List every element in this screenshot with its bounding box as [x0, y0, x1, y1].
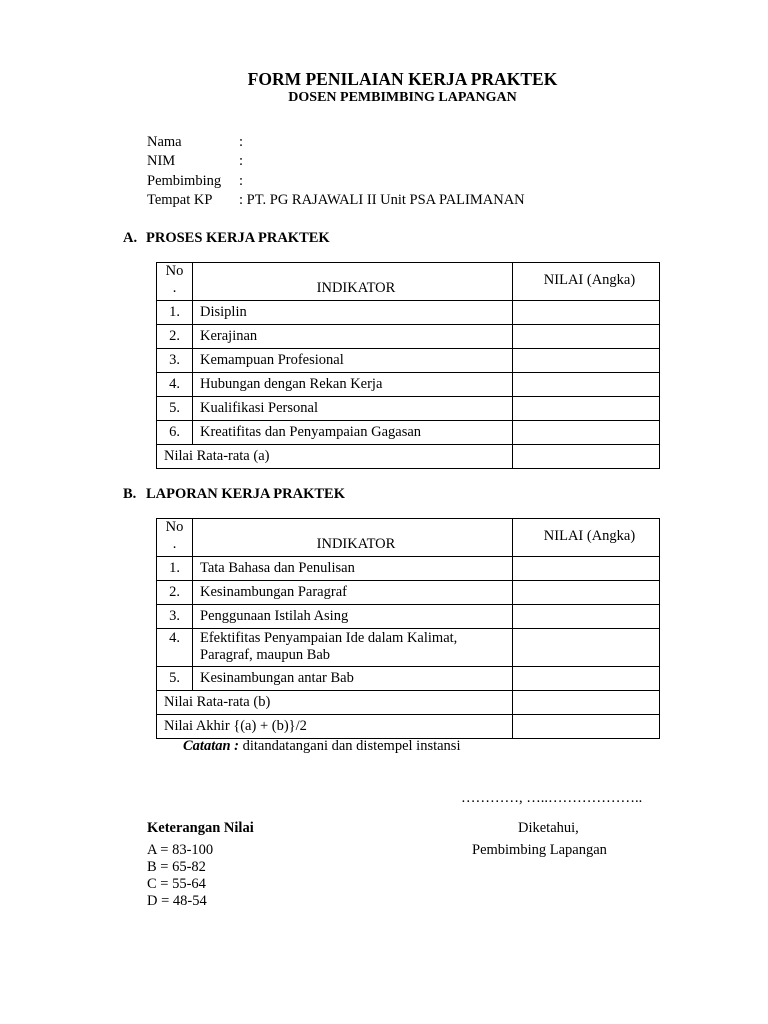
table-header-row [157, 263, 660, 301]
table-row [157, 373, 660, 397]
row-indikator: Efektifitas Penyampaian Ide dalam Kalimat, Paragraf, maupun Bab [193, 629, 513, 667]
row-number: 1. [157, 557, 193, 581]
row-indikator: Disiplin [193, 301, 513, 325]
indikator-header: INDIKATOR [193, 519, 513, 557]
nilai-cell[interactable] [513, 421, 660, 445]
nilai-cell[interactable] [513, 325, 660, 349]
row-number: 1. [157, 301, 193, 325]
table-row [157, 557, 660, 581]
row-number: 4. [157, 629, 193, 667]
row-number: 3. [157, 605, 193, 629]
table-footer-row [157, 445, 660, 469]
row-indikator: Tata Bahasa dan Penulisan [193, 557, 513, 581]
nilai-cell[interactable] [513, 667, 660, 691]
nilai-cell[interactable] [513, 445, 660, 469]
nilai-akhir-label: Nilai Akhir {(a) + (b)}/2 [157, 715, 513, 739]
catatan-note [183, 738, 460, 755]
nama-value: : [239, 134, 244, 150]
grade-a: A = 83-100 [147, 842, 214, 858]
section-b-table [156, 518, 660, 739]
nilai-cell[interactable] [513, 349, 660, 373]
table-row [157, 349, 660, 373]
pembimbing-label: Pembimbing [147, 173, 222, 189]
row-indikator: Kerajinan [193, 325, 513, 349]
row-indikator: Hubungan dengan Rekan Kerja [193, 373, 513, 397]
form-subtitle: DOSEN PEMBIMBING LAPANGAN [288, 90, 517, 105]
keterangan-nilai-title: Keterangan Nilai [147, 820, 254, 836]
nilai-rata-rata-b-label: Nilai Rata-rata (b) [157, 691, 513, 715]
table-row [157, 421, 660, 445]
row-indikator: Kualifikasi Personal [193, 397, 513, 421]
nim-label: NIM [147, 153, 176, 169]
nilai-cell[interactable] [513, 691, 660, 715]
nilai-cell[interactable] [513, 373, 660, 397]
row-number: 5. [157, 397, 193, 421]
section-b-letter: B. [123, 486, 137, 502]
section-a-table [156, 262, 660, 469]
grade-c: C = 55-64 [147, 876, 206, 892]
catatan-text: ditandatangani dan distempel instansi [239, 738, 461, 754]
section-a-title: PROSES KERJA PRAKTEK [146, 230, 330, 246]
nilai-cell[interactable] [513, 301, 660, 325]
diketahui-label: Diketahui, [518, 820, 579, 836]
row-number: 2. [157, 581, 193, 605]
table-row [157, 397, 660, 421]
nama-label: Nama [147, 134, 182, 150]
table-header-row [157, 519, 660, 557]
nilai-cell[interactable] [513, 581, 660, 605]
table-row [157, 605, 660, 629]
row-number: 3. [157, 349, 193, 373]
nilai-cell[interactable] [513, 397, 660, 421]
no-header: No . [157, 263, 193, 301]
row-indikator: Kemampuan Profesional [193, 349, 513, 373]
section-a-heading [123, 230, 330, 247]
grade-b: B = 65-82 [147, 859, 206, 875]
table-row [157, 581, 660, 605]
pembimbing-lapangan-label: Pembimbing Lapangan [472, 842, 607, 858]
nilai-rata-rata-a-label: Nilai Rata-rata (a) [157, 445, 513, 469]
table-footer-row [157, 715, 660, 739]
table-row [157, 301, 660, 325]
row-number: 5. [157, 667, 193, 691]
row-indikator: Kreatifitas dan Penyampaian Gagasan [193, 421, 513, 445]
indikator-header: INDIKATOR [193, 263, 513, 301]
section-b-heading [123, 486, 345, 503]
nilai-cell[interactable] [513, 557, 660, 581]
row-number: 4. [157, 373, 193, 397]
nilai-cell[interactable] [513, 715, 660, 739]
section-b-title: LAPORAN KERJA PRAKTEK [146, 486, 345, 502]
catatan-label: Catatan : [183, 738, 239, 754]
nilai-header: NILAI (Angka) [513, 519, 660, 557]
nilai-header: NILAI (Angka) [513, 263, 660, 301]
no-header: No . [157, 519, 193, 557]
tempat-kp-label: Tempat KP [147, 192, 213, 208]
table-row [157, 667, 660, 691]
table-row [157, 325, 660, 349]
table-footer-row [157, 691, 660, 715]
nilai-cell[interactable] [513, 605, 660, 629]
tempat-kp-value: : PT. PG RAJAWALI II Unit PSA PALIMANAN [239, 192, 525, 208]
form-title: FORM PENILAIAN KERJA PRAKTEK [247, 69, 558, 89]
pembimbing-value: : [239, 173, 244, 189]
row-indikator: Kesinambungan antar Bab [193, 667, 513, 691]
row-number: 2. [157, 325, 193, 349]
section-a-letter: A. [123, 230, 138, 246]
row-number: 6. [157, 421, 193, 445]
table-row [157, 629, 660, 667]
nim-value: : [239, 153, 244, 169]
nilai-cell[interactable] [513, 629, 660, 667]
grade-d: D = 48-54 [147, 893, 207, 909]
date-place-line: …………, …..……………….. [461, 790, 643, 806]
row-indikator: Kesinambungan Paragraf [193, 581, 513, 605]
row-indikator: Penggunaan Istilah Asing [193, 605, 513, 629]
